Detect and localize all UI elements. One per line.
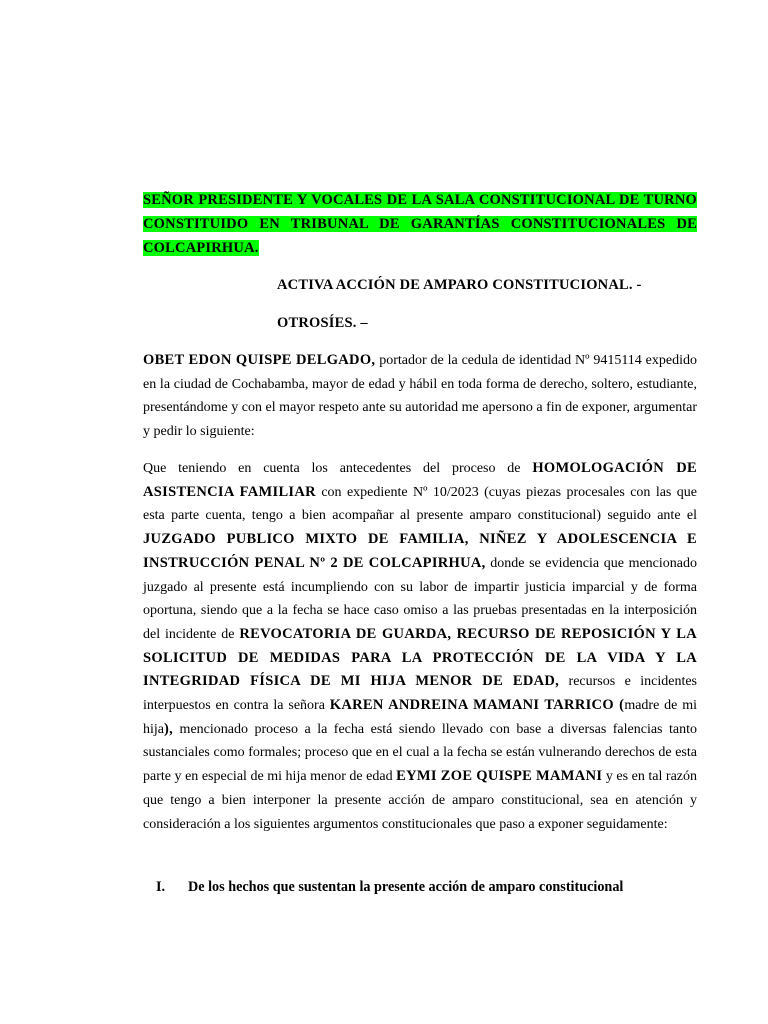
- process-name: HOMOLOGACIÓN DE ASISTENCIA FAMILIAR: [143, 460, 697, 500]
- text-segment: mencionado proceso a la fecha está siendo llevado con base a diversas falencias tanto sustanciales como formales; proceso que en el cual a la fecha se están vulnerando derechos de esta parte y en especial de mi hija menor de edad: [143, 721, 697, 785]
- petitioner-name: OBET EDON QUISPE DELGADO,: [143, 352, 376, 368]
- text-segment: con expediente Nº 10/2023 (cuyas piezas procesales con las que esta parte cuenta, tengo a bien acompañar al presente amparo constitucional) seguido ante el: [143, 484, 697, 524]
- suma-line-1: ACTIVA ACCIÓN DE AMPARO CONSTITUCIONAL. -: [277, 277, 642, 293]
- incident-name: REVOCATORIA DE GUARDA, RECURSO DE REPOSICIÓN Y LA SOLICITUD DE MEDIDAS PARA LA PROTECCIÓN DE LA VIDA Y LA INTEGRIDAD FÍSICA DE MI HIJA MENOR DE EDAD,: [143, 625, 697, 690]
- suma-line-2: OTROSÍES. –: [277, 315, 368, 331]
- text-segment: recursos e incidentes interpuestos en contra la señora: [143, 674, 698, 714]
- minor-name: EYMI ZOE QUISPE MAMANI: [396, 768, 603, 785]
- text-segment-bold: ),: [164, 720, 174, 737]
- antecedents-paragraph: [143, 457, 697, 836]
- court-name: JUZGADO PUBLICO MIXTO DE FAMILIA, NIÑEZ Y ADOLESCENCIA E INSTRUCCIÓN PENAL Nº 2 DE COLCAPIRHUA,: [143, 531, 697, 571]
- text-segment: donde se evidencia que mencionado juzgado al presente está incumpliendo con su labor de impartir justicia imparcial y de forma oportuna, siendo que a la fecha se hace caso omiso a las pruebas presentadas en la interposición del incidente de: [143, 555, 697, 642]
- section-number: I.: [156, 879, 166, 895]
- intro-text: portador de la cedula de identidad Nº 9415114 expedido en la ciudad de Cochabamba, mayor de edad y hábil en toda forma de derecho, soltero, estudiante, presentándome y con el mayor respeto ante su autoridad me apersono a fin de exponer, argumentar y pedir lo siguiente:: [143, 353, 697, 440]
- text-segment: y es en tal razón que tengo a bien interponer la presente acción de amparo constitucional, sea en atención y consideración a los siguientes argumentos constitucionales que paso a exponer seguidamente:: [143, 769, 697, 832]
- text-segment: Que teniendo en cuenta los antecedentes del proceso de: [143, 461, 533, 476]
- section-heading: [156, 876, 716, 898]
- text-segment: madre de mi hija: [143, 698, 697, 737]
- respondent-name: KAREN ANDREINA MAMANI TARRICO (: [329, 697, 625, 714]
- intro-paragraph: [143, 349, 697, 444]
- section-title: De los hechos que sustentan la presente acción de amparo constitucional: [188, 879, 624, 895]
- addressee-text: SEÑOR PRESIDENTE Y VOCALES DE LA SALA CONSTITUCIONAL DE TURNO CONSTITUIDO EN TRIBUNAL DE GARANTÍAS CONSTITUCIONALES DE COLCAPIRHUA.: [143, 192, 697, 256]
- addressee-block: [143, 188, 697, 260]
